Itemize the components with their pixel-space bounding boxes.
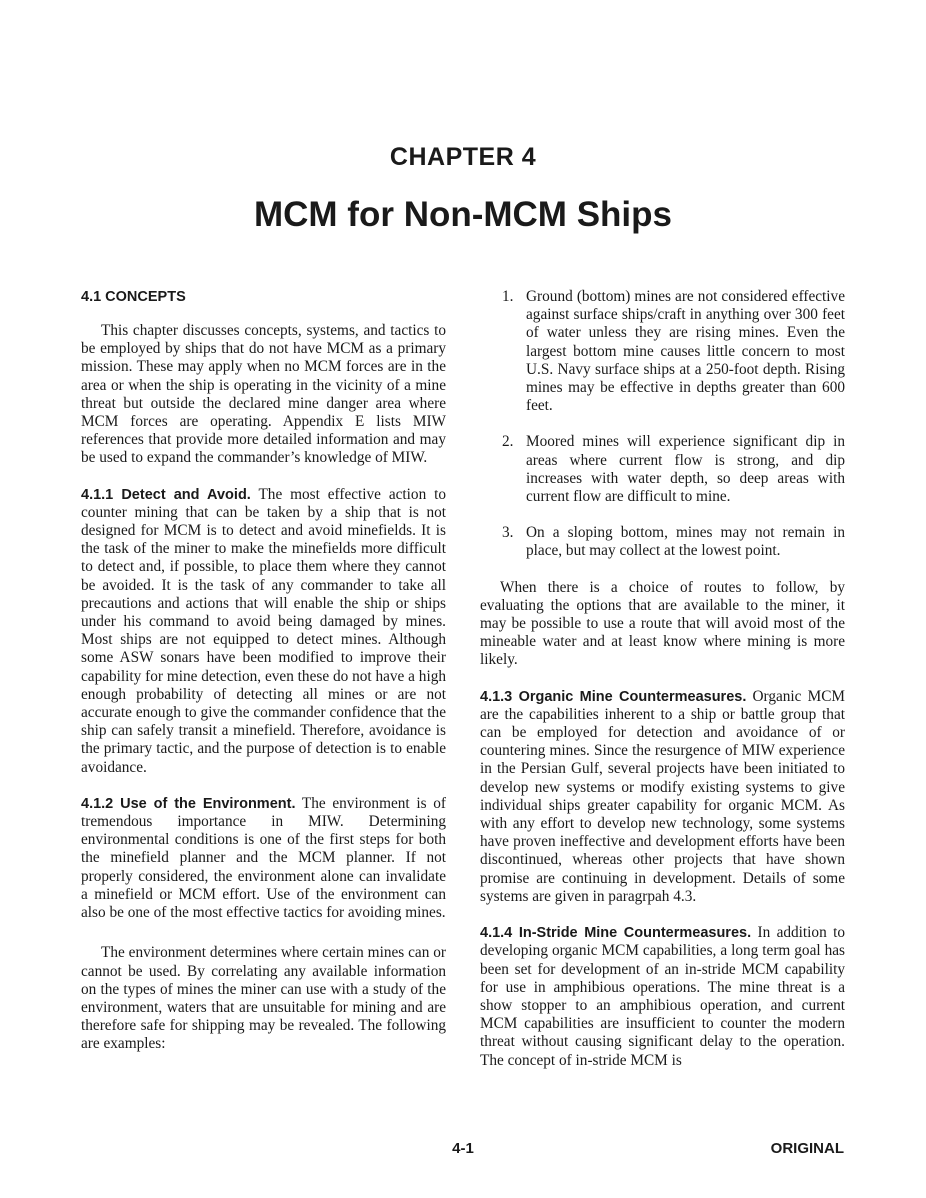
- organic-paragraph: [480, 688, 845, 906]
- section-heading-concepts: 4.1 CONCEPTS: [81, 289, 186, 305]
- instride-paragraph: [480, 924, 845, 1070]
- routes-paragraph: When there is a choice of routes to follow, by evaluating the options that are available to the miner, it may be possible to use a route that will avoid most of the mineable water and at least know where mining is more likely.: [480, 578, 845, 669]
- organic-heading: 4.1.3 Organic Mine Countermeasures.: [480, 688, 747, 705]
- instride-heading: 4.1.4 In-Stride Mine Countermeasures.: [480, 925, 752, 942]
- list-item-number: 1.: [502, 288, 514, 305]
- environment-paragraph-2: The environment determines where certain mines can or cannot be used. By correlating any available information on the types of mines the miner can use with a study of the environment, waters that are unsuitable for mining and are therefore safe for shipping may be revealed. The following are examples:: [81, 944, 446, 1053]
- intro-paragraph: This chapter discusses concepts, systems, and tactics to be employed by ships that do not have MCM as a primary mission. These may apply when no MCM forces are in the area or when the ship is operating in the vicinity of a mine threat but outside the declared mine danger area where MCM forces are operating. Appendix E lists MIW references that provide more detailed information and may be used to expand the commander’s knowledge of MIW.: [81, 322, 446, 467]
- environment-text: The environment is of tremendous importance in MIW. Determining environmental conditions is one of the first steps for both the minefield planner and the MCM planner. If not properly considered, the environment alone can invalidate a minefield or MCM effort. Use of the environment can also be one of the most effective tactics for avoiding mines.: [81, 794, 446, 922]
- examples-list: [480, 288, 845, 561]
- list-item: [480, 433, 845, 506]
- list-item-text: Moored mines will experience significant dip in areas where current flow is strong, and dip increases with water depth, so deep areas with current flow are difficult to mine.: [526, 433, 845, 506]
- chapter-label: CHAPTER 4: [389, 143, 537, 171]
- document-status: ORIGINAL: [770, 1140, 844, 1157]
- list-item: [480, 524, 845, 560]
- left-column: [81, 288, 446, 1054]
- instride-text: In addition to developing organic MCM capabilities, a long term goal has been set for development of an in-stride MCM capability for use in amphibious operations. The mine threat is a show stopper to an amphibious operation, and current MCM capabilities are insufficient to counter the modern threat without causing significant delay to the operation. The concept of in-stride MCM is: [480, 924, 845, 1069]
- detect-avoid-paragraph: [81, 486, 446, 777]
- detect-avoid-heading: 4.1.1 Detect and Avoid.: [81, 486, 251, 503]
- page-number: 4-1: [452, 1140, 474, 1157]
- list-item: [480, 288, 845, 415]
- detect-avoid-text: The most effective action to counter mining that can be taken by a ship that is not designed for MCM is to detect and avoid minefields. It is the task of the miner to make the minefields more difficult to detect and, if possible, to place them where they cannot be avoided. It is the task of any commander to take all precautions and actions that will enable the ship or ships under his command to avoid being damaged by mines. Most ships are not equipped to detect mines. Although some ASW sonars have been modified to improve their capability for mine detection, even these do not have a high enough probability of detecting all mines or are not accurate enough to give the commander confidence that the ship can safely transit a minefield. Therefore, avoidance is the primary tactic, and the purpose of detection is to enable avoidance.: [81, 485, 446, 776]
- list-item-number: 2.: [502, 433, 514, 451]
- environment-heading: 4.1.2 Use of the Environment.: [81, 795, 296, 812]
- right-column: [480, 288, 845, 1070]
- chapter-title: MCM for Non-MCM Ships: [254, 195, 672, 234]
- organic-text: Organic MCM are the capabilities inherent to a ship or battle group that can be employed for detection and avoidance of or countering mines. Since the resurgence of MIW experience in the Persian Gulf, several projects have been initiated to develop new systems or modify existing systems to give individual ships greater capability for organic MCM. As with any effort to develop new technology, some systems have proven ineffective and development efforts have been discontinued, whereas other projects that have shown promise are continuing in development. Details of some systems are given in paragrpah 4.3.: [480, 687, 845, 905]
- list-item-number: 3.: [502, 524, 514, 542]
- environment-paragraph: [81, 795, 446, 922]
- list-item-text: Ground (bottom) mines are not considered effective against surface ships/craft in anything over 300 feet of water unless they are rising mines. Even the largest bottom mine causes little concern to most U.S. Navy surface ships at a 250-foot depth. Rising mines may be effective in depths greater than 600 feet.: [526, 288, 845, 415]
- list-item-text: On a sloping bottom, mines may not remain in place, but may collect at the lowest point.: [526, 524, 845, 560]
